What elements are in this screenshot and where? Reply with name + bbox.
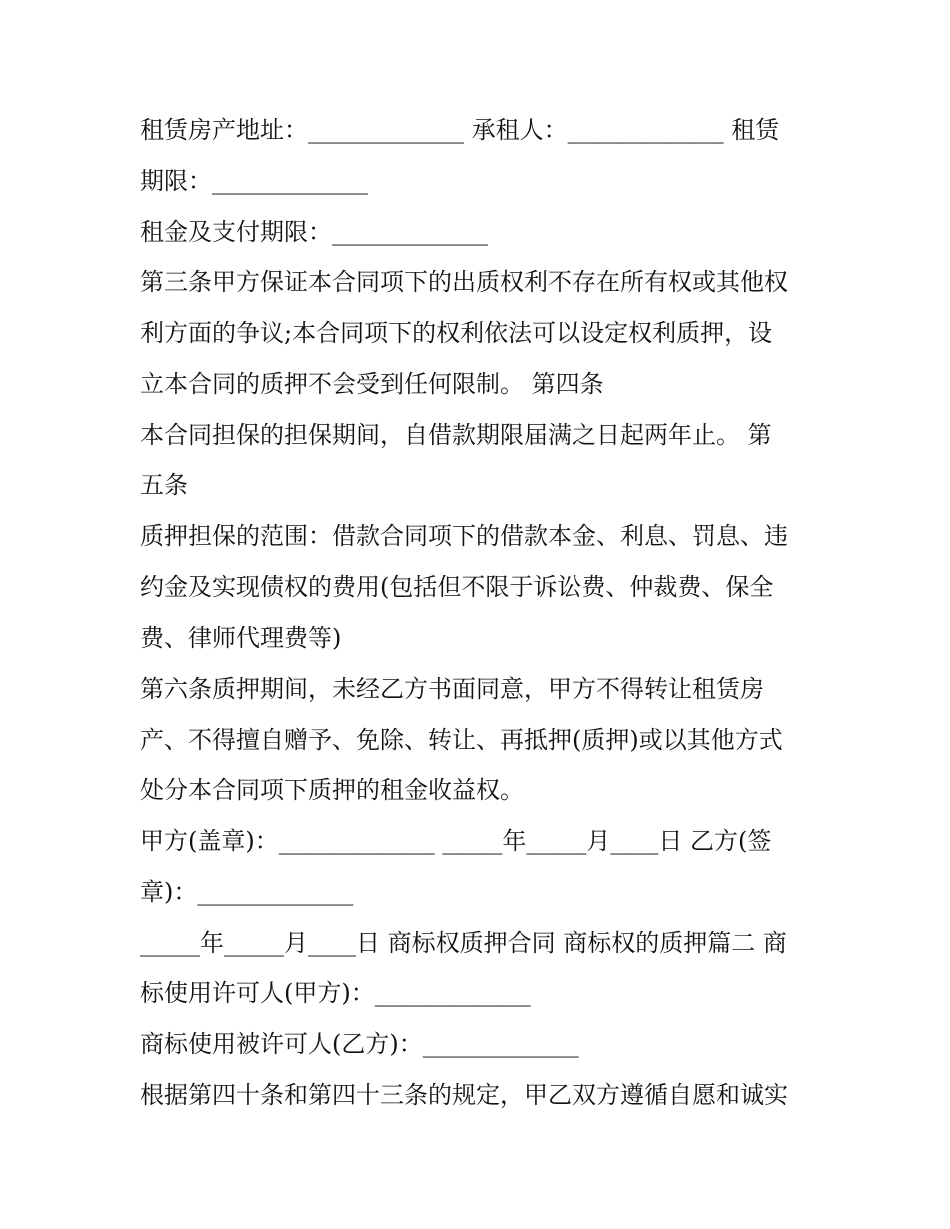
text-line-article-6-b: 产、不得擅自赠予、免除、转让、再抵押(质押)或以其他方式 xyxy=(140,726,783,754)
text-line-signature-party-b: 章)：_____________ xyxy=(140,878,354,906)
text-line-article-6-c: 处分本合同项下质押的租金收益权。 xyxy=(140,776,524,804)
text-line-lease-term: 期限：_____________ xyxy=(140,167,368,195)
text-line-legal-basis: 根据第四十条和第四十三条的规定，甲乙双方遵循自愿和诚实 xyxy=(140,1081,788,1109)
text-line-lease-address: 租赁房产地址：_____________ 承租人：_____________ 租赁 xyxy=(140,116,780,144)
text-line-signature-party-a: 甲方(盖章)：_____________ _____年_____月____日 乙方(签 xyxy=(140,827,772,855)
text-line-licensee: 商标使用被许可人(乙方)：_____________ xyxy=(140,1030,579,1058)
text-line-article-3-b: 利方面的争议;本合同项下的权利依法可以设定权利质押，设 xyxy=(140,319,773,347)
text-line-scope-b: 约金及实现债权的费用(包括但不限于诉讼费、仲裁费、保全 xyxy=(140,573,774,601)
text-line-scope-c: 费、律师代理费等) xyxy=(140,624,342,652)
text-line-article-3-c: 立本合同的质押不会受到任何限制。 第四条 xyxy=(140,370,604,398)
text-line-article-6-a: 第六条质押期间，未经乙方书面同意，甲方不得转让租赁房 xyxy=(140,675,764,703)
text-line-rent-payment: 租金及支付期限：_____________ xyxy=(140,218,488,246)
text-line-article-5-heading: 五条 xyxy=(140,471,188,499)
text-line-date-and-title: _____年_____月____日 商标权质押合同 商标权的质押篇二 商 xyxy=(140,929,787,957)
text-line-licensor: 标使用许可人(甲方)：_____________ xyxy=(140,979,531,1007)
text-line-scope-a: 质押担保的范围：借款合同项下的借款本金、利息、罚息、违 xyxy=(140,522,788,550)
text-line-article-4: 本合同担保的担保期间，自借款期限届满之日起两年止。 第 xyxy=(140,421,772,449)
text-line-article-3-a: 第三条甲方保证本合同项下的出质权利不存在所有权或其他权 xyxy=(140,268,788,296)
